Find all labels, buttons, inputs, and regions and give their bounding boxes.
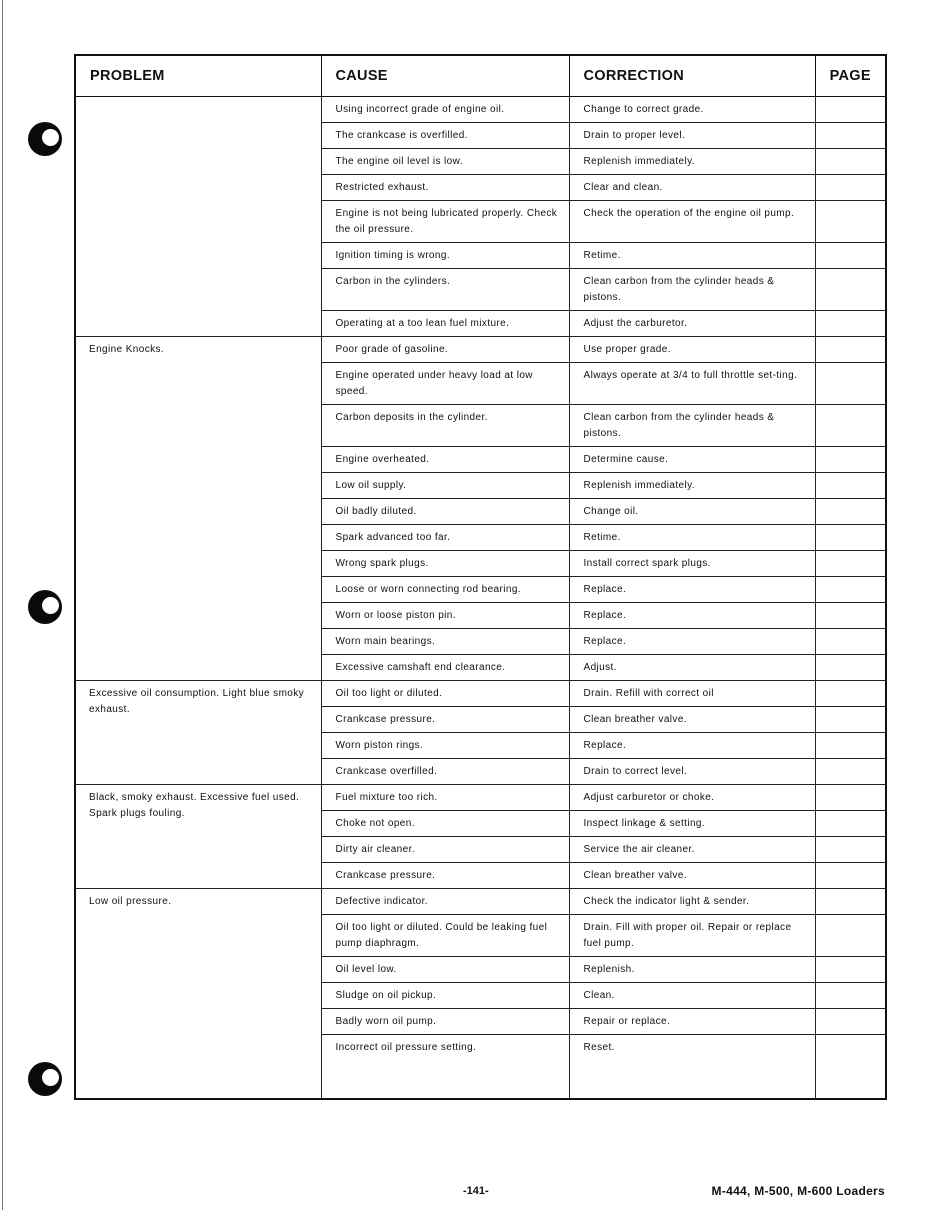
cause-cell: Oil too light or diluted. xyxy=(321,681,569,707)
correction-cell: Change oil. xyxy=(569,499,815,525)
correction-cell: Retime. xyxy=(569,525,815,551)
cause-cell: Carbon in the cylinders. xyxy=(321,269,569,311)
cause-cell: Operating at a too lean fuel mixture. xyxy=(321,311,569,337)
page-cell xyxy=(815,629,886,655)
page-cell xyxy=(815,551,886,577)
page-cell xyxy=(815,655,886,681)
table-row xyxy=(75,889,886,915)
correction-cell: Determine cause. xyxy=(569,447,815,473)
table-body xyxy=(75,97,886,1100)
correction-cell: Install correct spark plugs. xyxy=(569,551,815,577)
cause-cell: Fuel mixture too rich. xyxy=(321,785,569,811)
cause-cell: Engine overheated. xyxy=(321,447,569,473)
correction-cell: Adjust the carburetor. xyxy=(569,311,815,337)
problem-cell: Low oil pressure. xyxy=(75,889,321,1100)
page-cell xyxy=(815,863,886,889)
page-cell xyxy=(815,577,886,603)
table-row xyxy=(75,337,886,363)
correction-cell: Use proper grade. xyxy=(569,337,815,363)
correction-cell: Drain to correct level. xyxy=(569,759,815,785)
cause-cell: Defective indicator. xyxy=(321,889,569,915)
punch-hole-icon xyxy=(28,122,62,156)
cause-cell: Worn main bearings. xyxy=(321,629,569,655)
cause-cell: The crankcase is overfilled. xyxy=(321,123,569,149)
page-cell xyxy=(815,759,886,785)
punch-hole-icon xyxy=(28,590,62,624)
cause-cell: Excessive camshaft end clearance. xyxy=(321,655,569,681)
cause-cell: Oil level low. xyxy=(321,957,569,983)
page-cell xyxy=(815,733,886,759)
table-row xyxy=(75,681,886,707)
cause-cell: Incorrect oil pressure setting. xyxy=(321,1035,569,1100)
page-cell xyxy=(815,243,886,269)
page-cell xyxy=(815,1035,886,1100)
cause-cell: Engine is not being lubricated properly. Check the oil pressure. xyxy=(321,201,569,243)
correction-cell: Drain to proper level. xyxy=(569,123,815,149)
correction-cell: Adjust. xyxy=(569,655,815,681)
cause-cell: Worn piston rings. xyxy=(321,733,569,759)
correction-cell: Replace. xyxy=(569,577,815,603)
cause-cell: Dirty air cleaner. xyxy=(321,837,569,863)
page-cell xyxy=(815,269,886,311)
punch-hole-icon xyxy=(28,1062,62,1096)
page-cell xyxy=(815,603,886,629)
correction-cell: Clean. xyxy=(569,983,815,1009)
page-cell xyxy=(815,983,886,1009)
correction-cell: Check the indicator light & sender. xyxy=(569,889,815,915)
cause-cell: Choke not open. xyxy=(321,811,569,837)
cause-cell: Carbon deposits in the cylinder. xyxy=(321,405,569,447)
correction-cell: Retime. xyxy=(569,243,815,269)
cause-cell: Low oil supply. xyxy=(321,473,569,499)
cause-cell: Crankcase pressure. xyxy=(321,863,569,889)
problem-cell xyxy=(75,97,321,337)
cause-cell: Loose or worn connecting rod bearing. xyxy=(321,577,569,603)
footer-model-title: M-444, M-500, M-600 Loaders xyxy=(711,1184,885,1198)
correction-cell: Replace. xyxy=(569,629,815,655)
page-cell xyxy=(815,811,886,837)
correction-cell: Reset. xyxy=(569,1035,815,1100)
page-cell xyxy=(815,337,886,363)
correction-cell: Drain. Fill with proper oil. Repair or replace fuel pump. xyxy=(569,915,815,957)
correction-cell: Replenish immediately. xyxy=(569,473,815,499)
correction-column-header: CORRECTION xyxy=(569,55,815,97)
cause-cell: Using incorrect grade of engine oil. xyxy=(321,97,569,123)
page-cell xyxy=(815,1009,886,1035)
page-cell xyxy=(815,363,886,405)
cause-cell: Restricted exhaust. xyxy=(321,175,569,201)
cause-cell: Oil too light or diluted. Could be leaking fuel pump diaphragm. xyxy=(321,915,569,957)
correction-cell: Replenish. xyxy=(569,957,815,983)
cause-cell: Worn or loose piston pin. xyxy=(321,603,569,629)
cause-cell: Crankcase overfilled. xyxy=(321,759,569,785)
correction-cell: Clean breather valve. xyxy=(569,863,815,889)
correction-cell: Repair or replace. xyxy=(569,1009,815,1035)
correction-cell: Clear and clean. xyxy=(569,175,815,201)
table-row xyxy=(75,785,886,811)
page-number: -141- xyxy=(463,1185,489,1197)
correction-cell: Replenish immediately. xyxy=(569,149,815,175)
page-cell xyxy=(815,175,886,201)
correction-cell: Check the operation of the engine oil pump. xyxy=(569,201,815,243)
cause-cell: Crankcase pressure. xyxy=(321,707,569,733)
cause-cell: The engine oil level is low. xyxy=(321,149,569,175)
correction-cell: Always operate at 3/4 to full throttle set-ting. xyxy=(569,363,815,405)
cause-cell: Sludge on oil pickup. xyxy=(321,983,569,1009)
correction-cell: Change to correct grade. xyxy=(569,97,815,123)
table-row xyxy=(75,97,886,123)
page-cell xyxy=(815,525,886,551)
page-cell xyxy=(815,201,886,243)
page-cell xyxy=(815,123,886,149)
page-cell xyxy=(815,889,886,915)
cause-cell: Spark advanced too far. xyxy=(321,525,569,551)
cause-cell: Oil badly diluted. xyxy=(321,499,569,525)
correction-cell: Service the air cleaner. xyxy=(569,837,815,863)
correction-cell: Replace. xyxy=(569,603,815,629)
page-cell xyxy=(815,405,886,447)
page-cell xyxy=(815,707,886,733)
cause-cell: Badly worn oil pump. xyxy=(321,1009,569,1035)
problem-cell: Engine Knocks. xyxy=(75,337,321,681)
problem-cell: Excessive oil consumption. Light blue smoky exhaust. xyxy=(75,681,321,785)
page-cell xyxy=(815,473,886,499)
problem-cell: Black, smoky exhaust. Excessive fuel used. Spark plugs fouling. xyxy=(75,785,321,889)
correction-cell: Inspect linkage & setting. xyxy=(569,811,815,837)
correction-cell: Adjust carburetor or choke. xyxy=(569,785,815,811)
cause-column-header: CAUSE xyxy=(321,55,569,97)
problem-column-header: PROBLEM xyxy=(75,55,321,97)
cause-cell: Engine operated under heavy load at low speed. xyxy=(321,363,569,405)
cause-cell: Wrong spark plugs. xyxy=(321,551,569,577)
page-cell xyxy=(815,149,886,175)
correction-cell: Clean breather valve. xyxy=(569,707,815,733)
cause-cell: Poor grade of gasoline. xyxy=(321,337,569,363)
cause-cell: Ignition timing is wrong. xyxy=(321,243,569,269)
page-edge-line xyxy=(2,0,3,1210)
correction-cell: Drain. Refill with correct oil xyxy=(569,681,815,707)
page-cell xyxy=(815,915,886,957)
page-cell xyxy=(815,681,886,707)
page-cell xyxy=(815,97,886,123)
correction-cell: Clean carbon from the cylinder heads & pistons. xyxy=(569,269,815,311)
page-cell xyxy=(815,837,886,863)
page-cell xyxy=(815,447,886,473)
correction-cell: Replace. xyxy=(569,733,815,759)
page-cell xyxy=(815,785,886,811)
page-cell xyxy=(815,499,886,525)
page-column-header: PAGE xyxy=(815,55,886,97)
correction-cell: Clean carbon from the cylinder heads & pistons. xyxy=(569,405,815,447)
table-header-row xyxy=(75,55,886,97)
troubleshooting-table xyxy=(74,54,887,1100)
page-cell xyxy=(815,957,886,983)
page-cell xyxy=(815,311,886,337)
